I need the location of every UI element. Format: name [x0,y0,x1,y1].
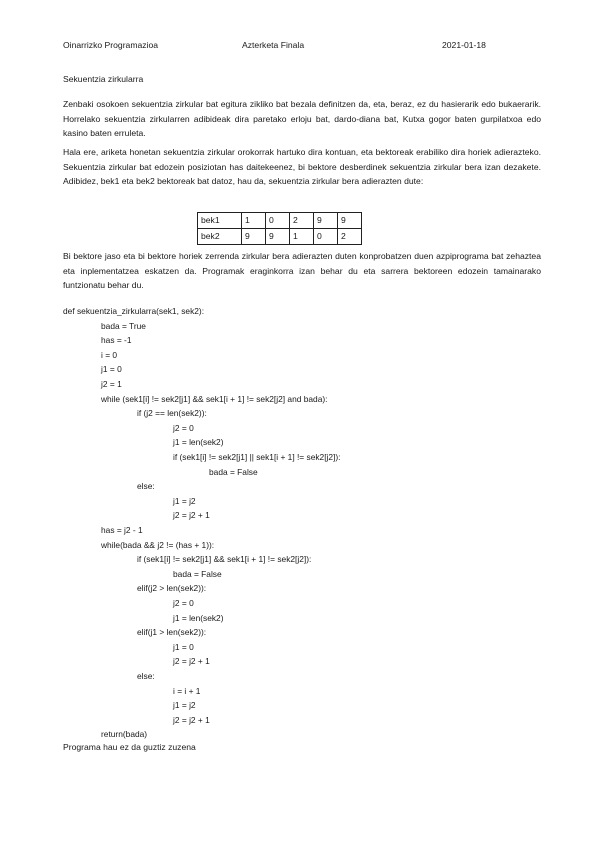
code-line: bada = False [209,466,258,477]
code-line: j1 = 0 [173,641,194,652]
code-line: while(bada && j2 != (has + 1)): [101,539,215,550]
code-line: if (sek1[i] != sek2[j1] && sek1[i + 1] != sek2[j2]): [137,554,312,565]
code-line: if (sek1[i] != sek2[j1] || sek1[i + 1] != sek2[j2]): [173,452,341,462]
table-cell: 2 [338,229,362,245]
code-line: j1 = len(sek2) [173,612,224,623]
table-cell: 9 [242,229,266,245]
code-line: bada = True [101,320,146,331]
footer-note: Programa hau ez da guztiz zuzena [63,742,196,752]
code-line: j2 = j2 + 1 [173,714,210,725]
code-line: j1 = j2 [173,495,196,506]
header-course: Oinarrizko Programazioa [63,40,159,50]
code-line: j2 = j2 + 1 [173,656,210,667]
code-line: elif(j1 > len(sek2)): [137,627,207,638]
table-row [198,213,362,229]
code-line: def sekuentzia_zirkularra(sek1, sek2): [63,306,205,316]
code-line: i = 0 [101,349,118,360]
table-cell: 1 [242,213,266,229]
table-cell: 9 [266,229,290,245]
code-line: j2 = 0 [173,422,194,433]
code-line: return(bada) [101,729,148,740]
header-exam: Azterketa Finala [242,40,305,50]
code-line: else: [137,481,155,492]
section-title: Sekuentzia zirkularra [63,74,144,84]
table-cell: bek2 [198,229,242,245]
paragraph-task: Bi bektore jaso eta bi bektore horiek zerrenda zirkular bera adierazten duten konprobatzen duen azpiprograma bat zehaztea eta inplementatzea eskatzen da. Programak eraginkorra izan behar du eta sarrera bektoreen edozein tamainarako funtzionatu behar du. [63,251,541,290]
table-cell: 2 [290,213,314,229]
table-cell: 0 [266,213,290,229]
code-line: j2 = 1 [101,379,122,389]
code-line: while (sek1[i] != sek2[j1] && sek1[i + 1] != sek2[j2] and bada): [101,393,328,404]
code-line: j1 = 0 [101,364,122,375]
table-cell: bek1 [198,213,242,229]
table-cell: 1 [290,229,314,245]
table-cell: 0 [314,229,338,245]
code-line: elif(j2 > len(sek2)): [137,583,207,594]
paragraph-example: Hala ere, ariketa honetan sekuentzia zirkular orokorrak hartuko dira kontuan, eta bektoreak erabiliko dira horiek adierazteko. Sekuentzia zirkular bat edozein posiziotan has daitekeenez, bi bektore desberdinek sekuentzia zirkular bera izan dezakete. Adibidez, bek1 eta bek2 bektoreak bat datoz, hau da, sekuentzia zirkular bera adierazten dute: [63,147,541,186]
table-cell: 9 [338,213,362,229]
code-line: j2 = 0 [173,598,194,608]
paragraph-intro: Zenbaki osokoen sekuentzia zirkular bat egitura zikliko bat bezala definitzen da, eta, beraz, ez du hasierarik edo bukaerarik. Horrelako sekuentzia zirkularren adibideak dira paretako erloju bat, dardo-diana bat, Kutxa gogor baten gurpilatxoa edo kasino baten erruleta. [63,99,541,138]
code-line: if (j2 == len(sek2)): [137,408,207,419]
code-line: bada = False [173,568,222,579]
table-cell: 9 [314,213,338,229]
code-line: else: [137,671,155,681]
code-line: j1 = j2 [173,700,196,711]
code-line: j2 = j2 + 1 [173,510,210,521]
code-line: j1 = len(sek2) [173,437,224,448]
code-line: i = i + 1 [173,685,201,696]
table-row [198,229,362,245]
vector-table [197,212,362,245]
header-date: 2021-01-18 [442,40,486,50]
code-line: has = j2 - 1 [101,525,143,535]
code-line: has = -1 [101,335,132,346]
